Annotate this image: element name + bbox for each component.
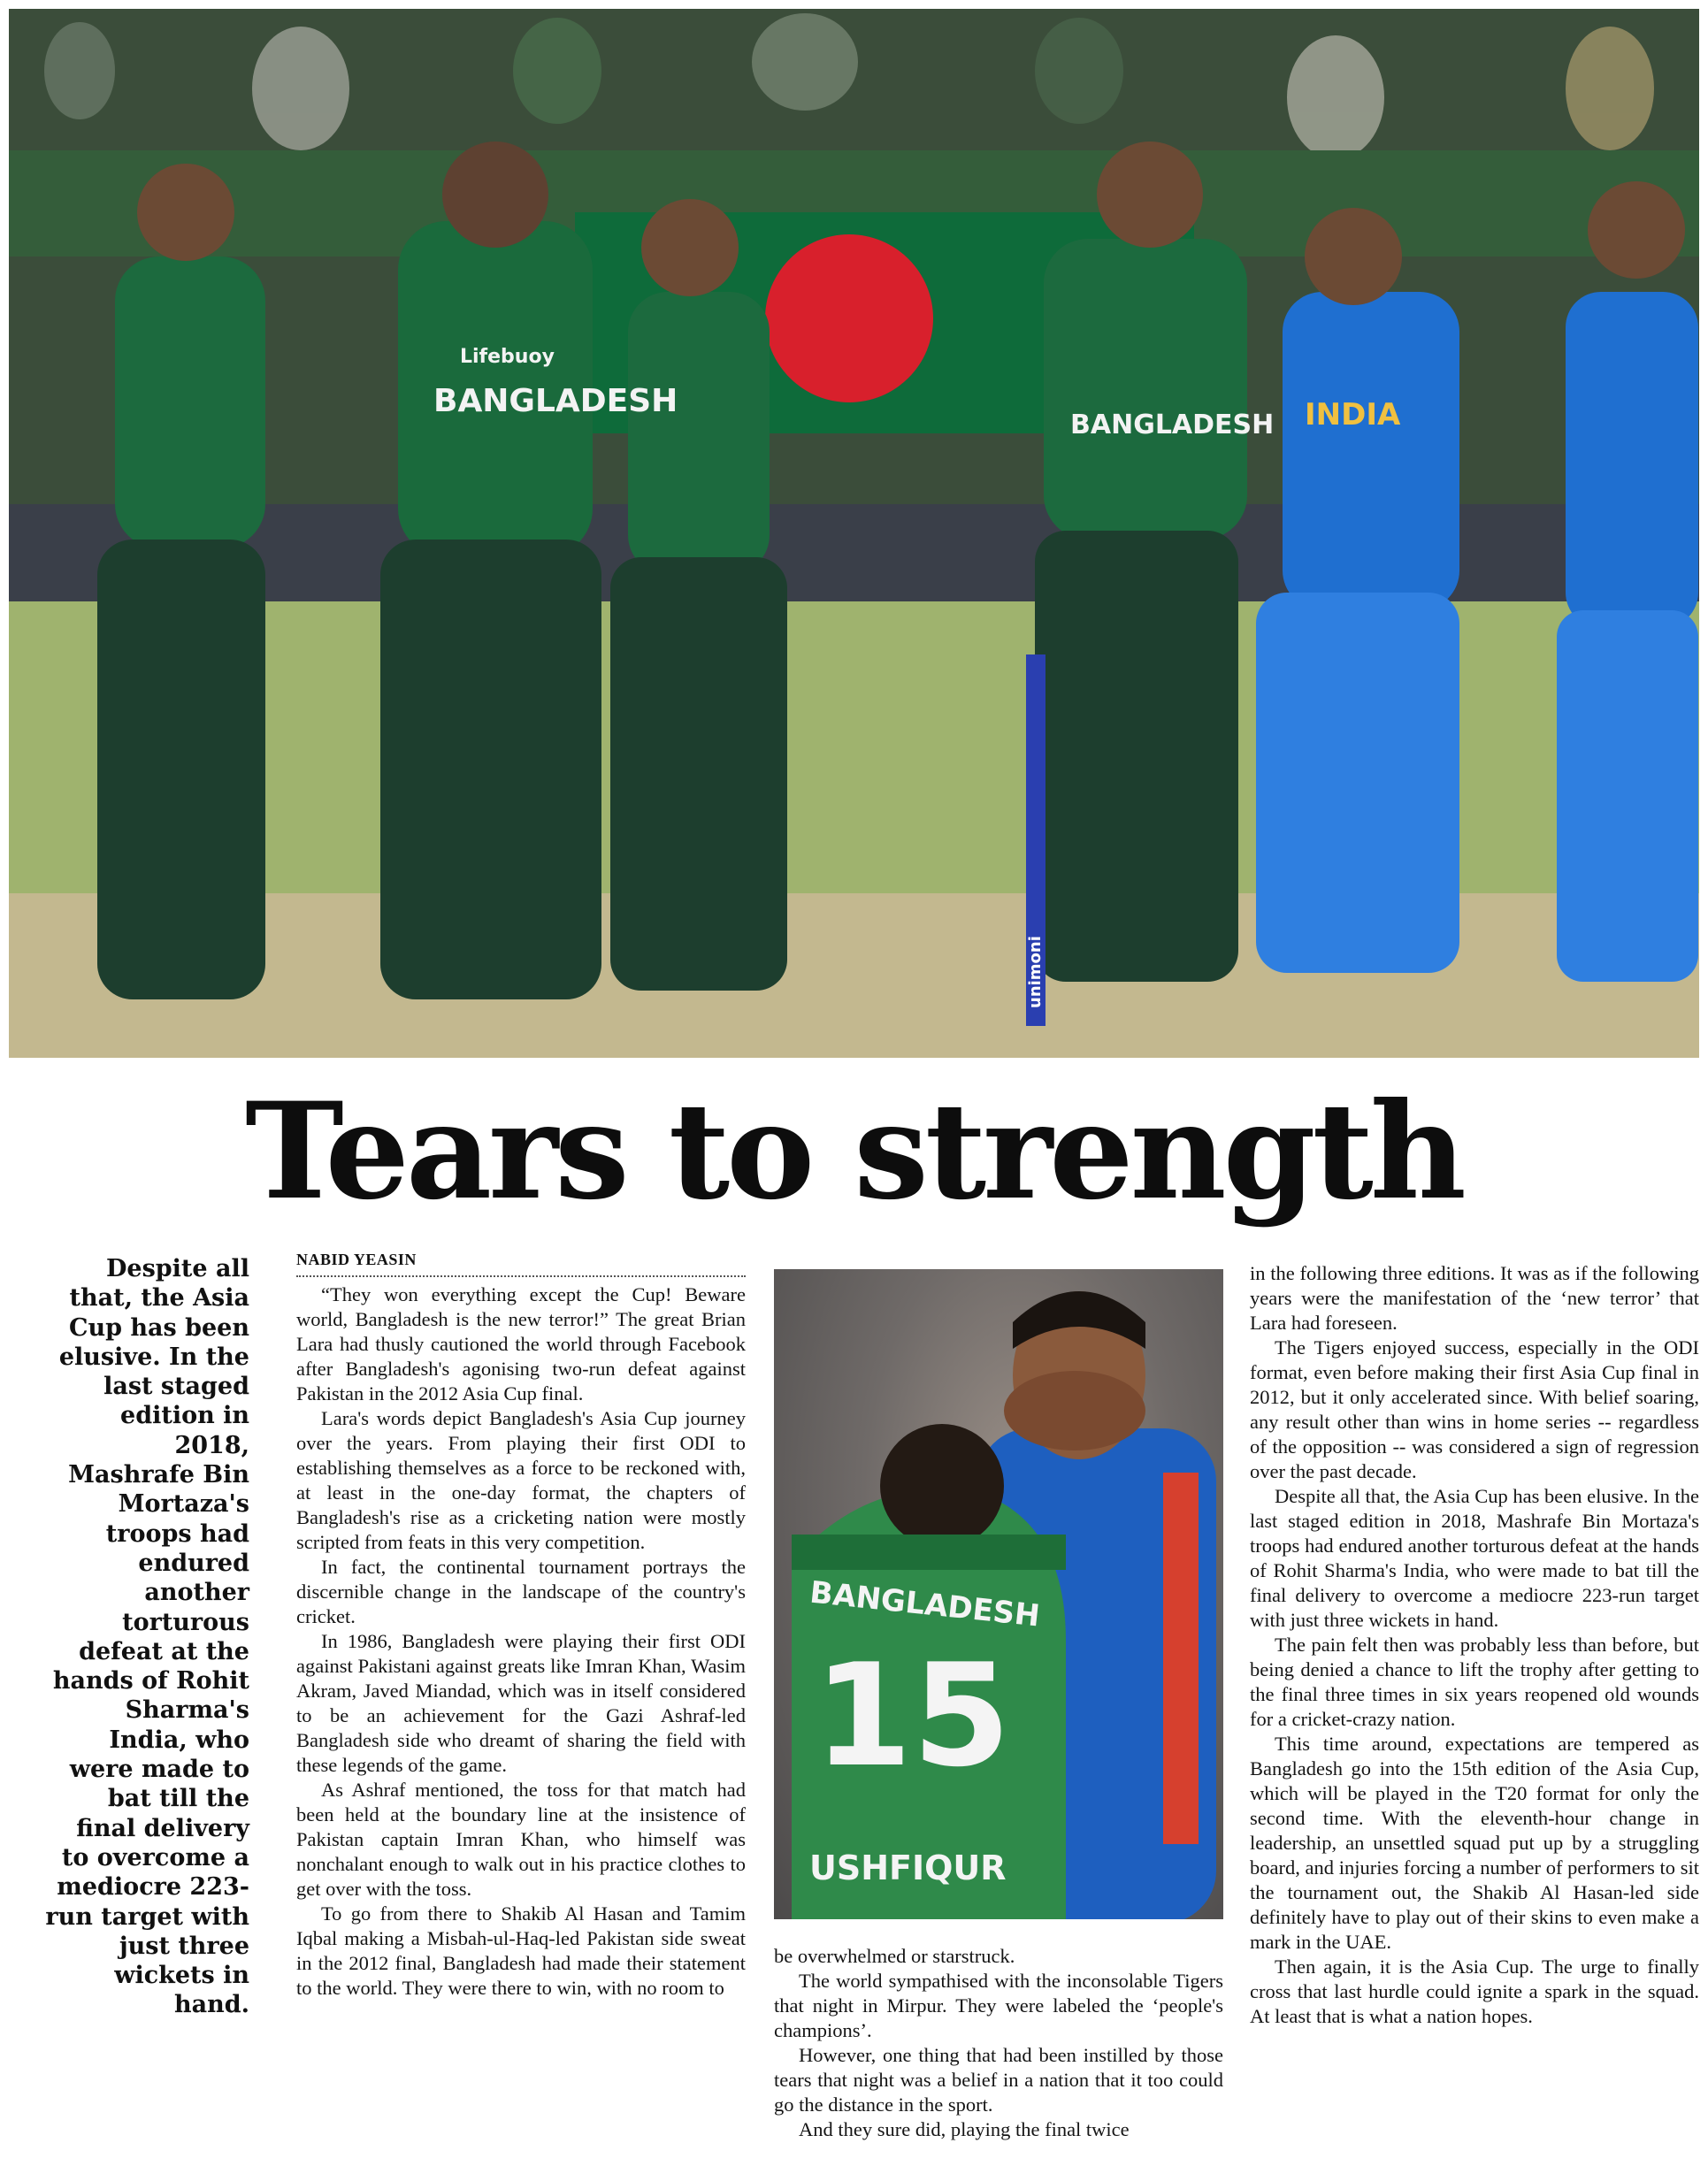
article-column-2 [774, 1944, 1223, 2142]
article-paragraph: Then again, it is the Asia Cup. The urge to finally cross that last hurdle could ignite a spark in the squad. At least that is what a nation hopes. [1250, 1956, 1699, 2027]
player-green-head [880, 1424, 1004, 1548]
inset-jersey-text: BANGLADESH [808, 1574, 1042, 1634]
article-paragraph: And they sure did, playing the final twice [799, 2118, 1130, 2140]
hand-over-mouth [1004, 1371, 1145, 1450]
article-paragraph: The world sympathised with the inconsolable Tigers that night in Mirpur. They were labeled the ‘people's champions’. [774, 1970, 1223, 2041]
article-paragraph: in the following three editions. It was as if the following years were the manifestation of the ‘new terror’ that Lara had foreseen. [1250, 1262, 1699, 1334]
article-paragraph: Lara's words depict Bangladesh's Asia Cup journey over the years. From playing their first ODI to establishing themselves as a force to be reckoned with, at least in the one-day format, the chapters of Bangladesh's rise as a cricketing nation were mostly scripted from feats in this very competition. [296, 1407, 746, 1553]
inset-jersey-number: 15 [814, 1633, 1011, 1798]
article-paragraph: However, one thing that had been instilled by those tears that night was a belief in a nation that it too could go the distance in the sport. [774, 2044, 1223, 2116]
flag-red-circle [765, 234, 933, 402]
headline: Tears to strength [245, 1074, 1463, 1229]
jersey-text-player-two: BANGLADESH [1070, 409, 1275, 440]
article-paragraph: The Tigers enjoyed success, especially in the ODI format, even before making their first Asia Cup final in 2012, but it only accelerated since. With belief soaring, any result other than wins in home series -- regardless of the opposition -- was considered a sign of regression over the past decade. [1250, 1336, 1699, 1482]
article-paragraph: “They won everything except the Cup! Beware world, Bangladesh is the new terror!” The great Brian Lara had thusly cautioned the world through Facebook after Bangladesh's agonising two-run defeat against Pakistan in the 2012 Asia Cup final. [296, 1283, 746, 1404]
inset-photo [774, 1269, 1223, 1919]
article-paragraph: To go from there to Shakib Al Hasan and Tamim Iqbal making a Misbah-ul-Haq-led Pakistan side sweat in the 2012 final, Bangladesh had made their statement to the world. They were there to win, with no room to [296, 1902, 746, 1999]
article-column-3 [1250, 1261, 1699, 2029]
article-paragraph: This time around, expectations are tempered as Bangladesh go into the 15th edition of the Asia Cup, which will be played in the T20 format for only the second time. With the eleventh-hour change in leadership, an unsettled squad put up by a struggling board, and injuries forcing a number of performers to sit the tournament out, the Shakib Al Hasan-led side definitely have to play out of their skins to even make a mark in the UAE. [1250, 1733, 1699, 1953]
hero-photo [9, 9, 1699, 1058]
sponsor-text: Lifebuoy [460, 346, 555, 368]
article-paragraph: In 1986, Bangladesh were playing their first ODI against Pakistani against greats like Imran Khan, Wasim Akram, Javed Miandad, which was in itself considered to be an achievement for the Gazi Ashraf-led Bangladesh side who dreamt of sharing the field with these legends of the game. [296, 1630, 746, 1776]
jersey-text: BANGLADESH [433, 383, 678, 419]
inset-jersey-name: USHFIQUR [809, 1848, 1007, 1887]
shirt-red-trim [1163, 1473, 1199, 1844]
article-paragraph: be overwhelmed or starstruck. [774, 1945, 1015, 1967]
inset-photo-illustration [774, 1269, 1223, 1919]
stump-text: unimoni [1026, 936, 1045, 1008]
article-paragraph: In fact, the continental tournament portrays the discernible change in the landscape of the country's cricket. [296, 1556, 746, 1627]
jersey-shoulder [792, 1535, 1066, 1570]
article-paragraph: The pain felt then was probably less than before, but being denied a chance to lift the trophy after getting to the final three times in six years reopened old wounds for a cricket-crazy nation. [1250, 1634, 1699, 1730]
article-column-1 [296, 1282, 746, 2001]
pull-quote: Despite all that, the Asia Cup has been elusive. In the last staged edition in 2018, Mashrafe Bin Mortaza's troops had endured another torturous defeat at the hands of Rohit Sharma's India, who were made to bat till the final delivery to overcome a mediocre 223-run target with just three wickets in hand. [45, 1255, 249, 2019]
article-paragraph: As Ashraf mentioned, the toss for that match had been held at the boundary line at the insistence of Pakistan captain Imran Khan, who himself was nonchalant enough to walk out in his practice clothes to get over with the toss. [296, 1779, 746, 1900]
byline: NABID YEASIN [296, 1249, 746, 1277]
article-paragraph: Despite all that, the Asia Cup has been elusive. In the last staged edition in 2018, Mashrafe Bin Mortaza's troops had endured another torturous defeat at the hands of Rohit Sharma's India, who were made to bat till the final delivery to overcome a mediocre 223-run target with just three wickets in hand. [1250, 1485, 1699, 1631]
hero-photo-illustration [9, 9, 1699, 1058]
india-jersey-text: INDIA [1305, 397, 1401, 432]
